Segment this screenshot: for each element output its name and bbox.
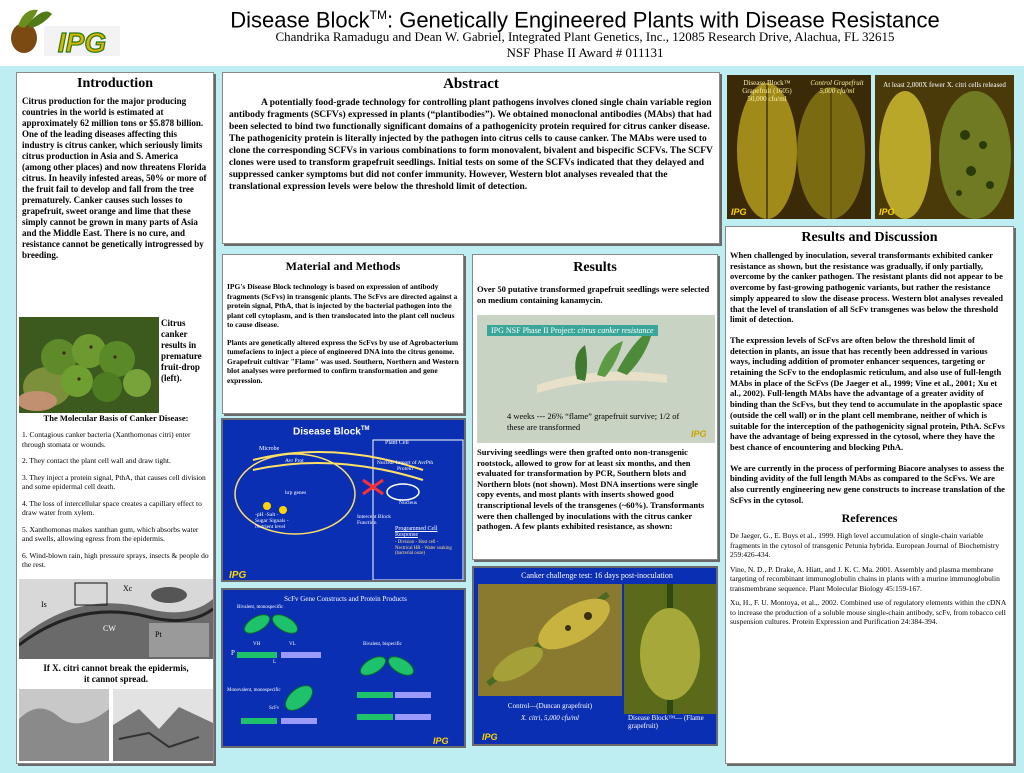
ipg-mini-logo: IPG xyxy=(879,207,895,217)
ipg-mini-logo: IPG xyxy=(229,570,247,581)
diseaseblock-caption: Disease Block™— (Flame grapefruit) xyxy=(628,714,704,730)
seedling-banner: IPG NSF Phase II Project: citrus canker resistance xyxy=(487,325,658,336)
poster-header xyxy=(0,0,1024,66)
methods-text: IPG's Disease Block technology is based on expression of antibody fragments (ScFvs) in transgenic plants. The ScFvs are directed against a protein signal, PthA, that is injected by the bacterial pathogen into the plant cell cytoplasm, and is then translocated into the plant cell nucleus to cause disease. Plants are genetically altered express the ScFvs by use of Agrobacterium tumefaciens to inject a piece of engineered DNA into the citrus genome. Grapefruit cultivar "Flame" was used. Southern, Northern and Western blot analyses were performed to confirm transformation and gene expression. xyxy=(227,282,459,385)
diagram-label: Avr Prot xyxy=(285,458,304,464)
methods-panel xyxy=(222,254,464,414)
diagram-label: Programmed Cell Response xyxy=(395,526,438,538)
basis-step: 1. Contagious canker bacteria (Xanthomonas citri) enter through stomata or wounds. xyxy=(22,430,191,449)
basis-step: 5. Xanthomonas makes xanthan gum, which absorbs water and swells, allowing egress from the epidermis. xyxy=(22,524,199,543)
diagram-label: - Division - Host cell - Nectrical HR - Water soaking (bacterial ooze) xyxy=(395,540,452,556)
disease-block-diagram xyxy=(221,418,466,582)
introduction-text: Citrus production for the major producing countries in the world is estimated at approximately 62 million tons or $5.878 billion. One of the leading diseases affecting this industry is citrus canker, which seriously limits citrus production in Asia and S. America (among other places) and now threatens Florida citrus. In heavily infested areas, 50% or more of the fruit fail to develop and fall from the tree prematurely. Canker causes such losses to grapefruit, sweet orange and lime that these simply cannot be grown in many parts of Asia and the Middle East. There is no cure, and resistance cannot be genetically introgressed by breeding. xyxy=(22,96,207,260)
canker-fruit-photo xyxy=(19,317,159,413)
reference-item: Vine, N. D., P. Drake, A. Hiatt, and J. K. C. Ma. 2001. Assembly and plasma membrane targeting of recombinant immunoglobulin chains in plants with a murine immunoglobulin transmembrane sequence. Plant Molecular Biology 45:159-167. xyxy=(730,564,1000,593)
constructs-label: ScFv xyxy=(269,706,280,711)
results-panel xyxy=(472,254,718,560)
reference-item: De Jaeger, G., E. Buys et al., 1999. High level accumulation of single-chain variable fragments in the cytosol of transgenic Petunia hybrida. European Journal of Biochemistry 259:426-434. xyxy=(730,531,1000,560)
basis-step: 4. The loss of intercellular space creates a capillary effect to draw water from xylem. xyxy=(22,498,202,517)
discussion-panel xyxy=(725,226,1014,764)
canker-test-caption: Canker challenge test: 16 days post-inoculation xyxy=(521,571,673,580)
leaf-label-fewer: At least 2,000X fewer X. citri cells released xyxy=(883,81,1006,89)
discussion-heading: Results and Discussion xyxy=(801,230,938,245)
diagram-label: -pH -Salt -Sugar Signals -Nutrient level xyxy=(255,512,289,530)
award-line: NSF Phase II Award # 011131 xyxy=(506,45,664,60)
control-twig-photo xyxy=(478,584,622,696)
basis-step: 3. They inject a protein signal, PthA, that causes cell division and some epidermal cell death. xyxy=(22,472,206,491)
abstract-heading: Abstract xyxy=(443,76,499,92)
svg-text:Xc: Xc xyxy=(123,584,133,593)
abstract-panel xyxy=(222,72,720,244)
diagram-title: Disease Block™ xyxy=(293,426,370,438)
electron-micrograph xyxy=(19,579,213,659)
introduction-heading: Introduction xyxy=(77,76,153,91)
scfv-constructs-diagram xyxy=(221,588,466,748)
authors-line: Chandrika Ramadugu and Dean W. Gabriel, Integrated Plant Genetics, Inc., 12085 Research Drive, Alachua, FL 32615 xyxy=(275,29,895,44)
diagram-label: Plant Cell xyxy=(385,440,409,446)
svg-text:Pt: Pt xyxy=(155,630,162,639)
constructs-label: P xyxy=(231,649,235,657)
seedling-caption: 4 weeks --- 26% “flame” grapefruit survive; 1/2 of these are transformed xyxy=(507,411,680,432)
results-text-1: Over 50 putative transformed grapefruit seedlings were selected on medium containing kanamycin. xyxy=(477,284,710,305)
diseaseblock-twig-photo xyxy=(624,584,716,714)
basis-step: 2. They contact the plant cell wall and draw tight. xyxy=(22,456,171,465)
basis-step: 6. Wind-blown rain, high pressure sprays, insects & people do the rest. xyxy=(22,550,209,569)
results-text-2: Surviving seedlings were then grafted onto non-transgenic rootstock, allowed to grow for at least six months, and then evaluated for transformation by PCR, Southern blots and Northern blots (not shown). Most DNA insertions were single copy events, and most plants with inserts showed good transcriptional levels of the transgenes (~60%). Transformants were then challenged by inoculations with the citrus canker pathogen. A few plants exhibited resistance, as shown: xyxy=(477,447,705,532)
constructs-label: Bivalent, bispecific xyxy=(363,642,402,647)
leaf-label-control: Control Grapefruit 5,000 cfu/ml xyxy=(810,79,864,95)
ipg-mini-logo: IPG xyxy=(691,429,707,439)
ipg-mini-logo: IPG xyxy=(433,736,449,746)
spread-caption: If X. citri cannot break the epidermis, it cannot spread. xyxy=(43,663,189,684)
leaf-label-diseaseblock: Disease Block™ Grapefruit (1605) 50,000 cfu/ml xyxy=(742,79,792,103)
control-caption: Control—(Duncan grapefruit) X. citri, 5,000 cfu/ml xyxy=(507,702,593,722)
ipg-mini-logo: IPG xyxy=(731,207,747,217)
seedling-photo xyxy=(477,315,715,443)
epidermis-micrographs xyxy=(19,689,213,761)
svg-text:CW: CW xyxy=(103,624,116,633)
constructs-title: ScFv Gene Constructs and Protein Products xyxy=(284,595,407,603)
ipg-mini-logo: IPG xyxy=(482,732,498,742)
constructs-label: VH xyxy=(253,642,261,647)
constructs-label: Monovalent, monospecific xyxy=(227,688,281,693)
constructs-label: VL xyxy=(289,642,296,647)
diagram-label: Intercept Block Function xyxy=(357,514,392,526)
abstract-text: A potentially food-grade technology for controlling plant pathogens involves cloned single chain variable region antibody fragments (SCFVs) expressed in plants (“plantibodies”). We obtained monoclonal antibodies (MAbs) that had been selected to bind two functionally significant domains of a pathogenicity protein required for citrus canker disease. The pathogenicity protein is literally injected by the pathogen into citrus cells to cause canker. The MAbs were used to clone the corresponding SCFVs in various combinations to form monovalent, bivalent and bispecific SCFVs. The SCFV clones were used to transform grapefruit seedlings. Initial tests on some of the SCFVs indicated that they delayed and suppressed canker symptoms but did not confer immunity. However, Western blot analyses revealed that the translational expression levels were below the threshold limit of detection. xyxy=(229,98,713,192)
references-list xyxy=(726,531,1013,627)
references-heading: References xyxy=(841,511,898,526)
leaf-photo-1 xyxy=(727,75,871,219)
canker-challenge-panel xyxy=(472,566,718,746)
constructs-label: L xyxy=(273,660,277,665)
reference-item: Xu, H., F. U. Montoya, et al.,. 2002. Combined use of regulatory elements within the cDNA to increase the production of a soluble mouse single-chain antibody, scFv, from tobacco cell suspension cultures. Protein Expression and Purification 24:384-394. xyxy=(730,598,1006,627)
constructs-label: Bivalent, monospecific xyxy=(237,605,284,610)
introduction-panel xyxy=(16,72,214,764)
molecular-basis-steps xyxy=(17,430,214,577)
diagram-label: Nucleus xyxy=(399,500,418,506)
diagram-label: Microbe xyxy=(259,446,280,452)
svg-text:Is: Is xyxy=(41,600,47,609)
methods-heading: Material and Methods xyxy=(285,259,401,273)
diagram-label: Nuclear Import of AvrPth Protein xyxy=(376,460,434,472)
poster-title: Disease Block™: Genetically Engineered Plants with Disease Resistance xyxy=(230,7,940,33)
ipg-logo xyxy=(4,2,122,60)
discussion-text: When challenged by inoculation, several transformants exhibited canker resistance as shown, but the resistance was gradually, if only partially, overcome by the canker pathogen. The resistant plants did not appear to be overcome by fast-growing pathogenic variants, but rather the resistance simply appeared to slow the disease process. Western blot analyses revealed that the level of translation of all ScFv transgenes was below the threshold limit of detection. The expression levels of ScFvs are often below the threshold limit of detection in plants, an issue that has recently been addressed in various ways, including addition of promoter enhancer sequences, targeting or retaining the ScFv to the endoplasmic reticulum, and also use of full-length MAbs in place of the ScFvs (De Jaeger et al., 1999; Vine et al., 2001; Xu et al., 2002). Full-length MAbs have the advantage of a greater avidity of binding than the ScFvs, but they tend to accumulate in the apoplastic space (outside the cell wall) or in the plant cell membrane, neither of which is suitable for the interception of the pathogenicity signal protein, PthA. ScFvs have the advantage of being expressed in the cytosol, where they have the best chance of encountering and blocking PthA. We are currently in the process of performing Biacore analyses to assess the binding avidity of the full length MAbs as compared to the ScFvs. We are also currently engineering new gene constructs to increase translation of the ScFvs in the cytosol. xyxy=(730,250,1005,505)
molecular-basis-heading: The Molecular Basis of Canker Disease: xyxy=(43,413,189,423)
canker-fruit-caption: Citrus canker results in premature fruit-drop (left). xyxy=(161,318,202,383)
diagram-label: hrp genes xyxy=(285,490,307,496)
leaf-photo-2 xyxy=(875,75,1014,219)
svg-text:IPG: IPG xyxy=(57,27,107,58)
results-heading: Results xyxy=(573,260,617,275)
